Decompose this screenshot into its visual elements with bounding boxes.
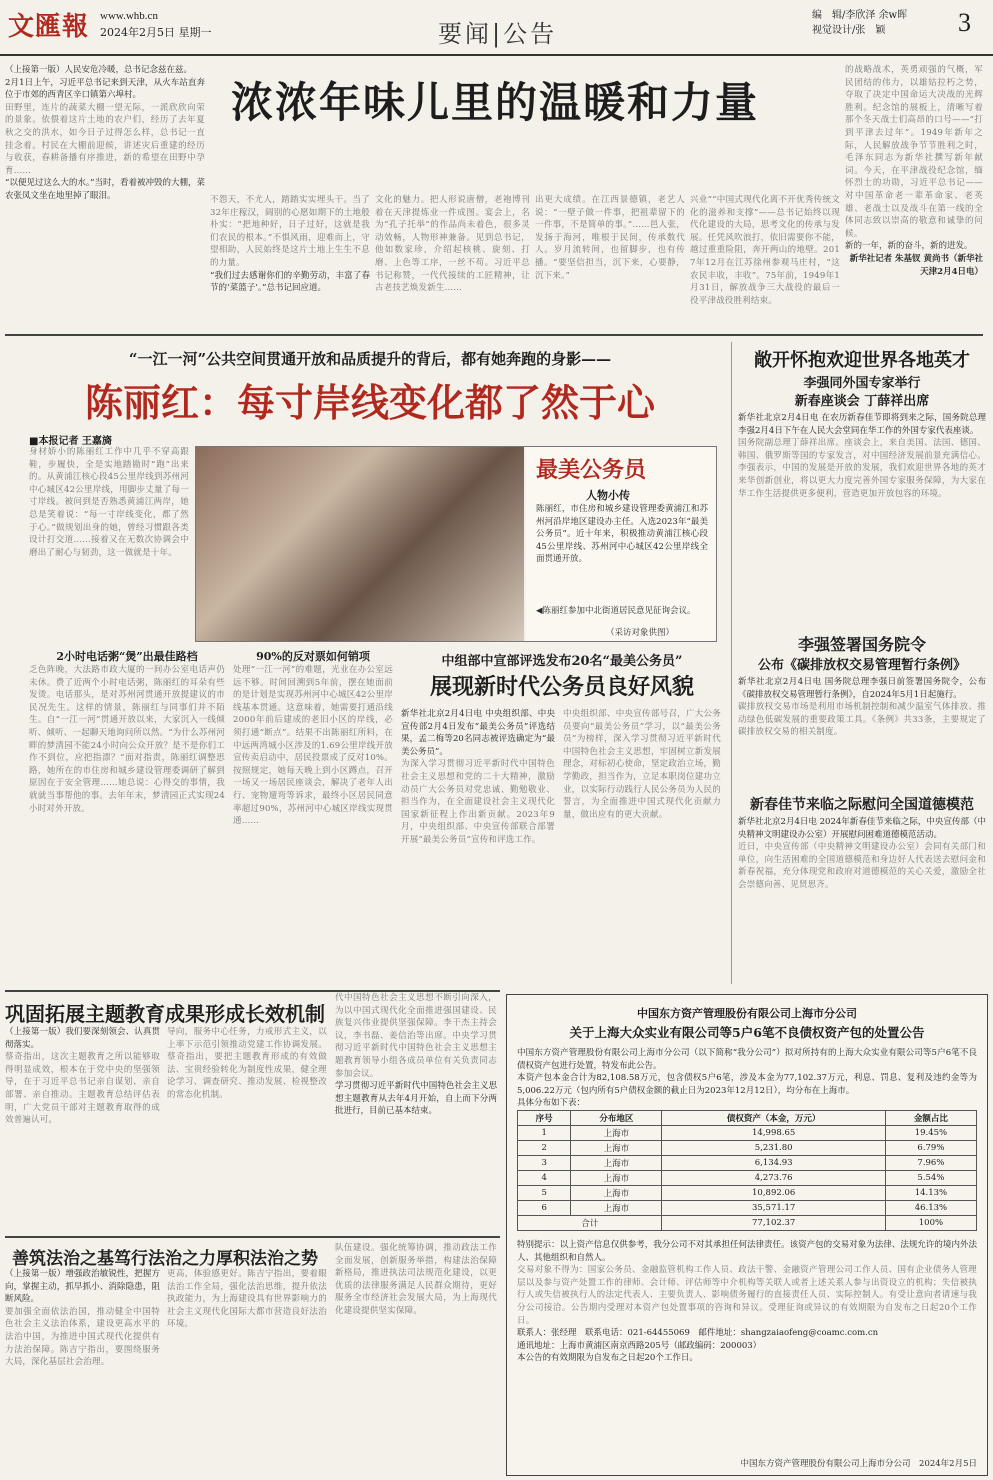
notice-intro: 中国东方资产管理股份有限公司上海市分公司（以下简称“我分公司”）拟对所持有的上海大众实业有限公司等5户6笔不良债权资产包进行处置，特发布此公告。	[517, 1048, 977, 1071]
table-total-row	[518, 1215, 977, 1230]
body-filler: 不怨天，不尤人，踏踏实实埋头干。当了32年庄稼汉，阔别的心愿如期下的土地般朴实：“把地种好，日子过好，这就是我们农民的根本。”不惧风雨，迎难而上，守望相助，人民始终是这片土地上生生不息的力量。	[210, 195, 370, 268]
award-lead: 新华社北京2月4日电 中央组织部、中央宣传部2月4日发布“最美公务员”评选结果，孟二梅等20名同志被评选确定为“最美公务员”。	[401, 709, 555, 757]
cell: 14,998.65	[662, 1125, 885, 1140]
notice-notes: 特别提示：以上资产信息仅供参考，我分公司不对其承担任何法律责任。该资产包的交易对象为法律、法规允许的境内外法人、其他组织和自然人。	[517, 1239, 977, 1263]
cell: 5,231.80	[662, 1140, 885, 1155]
feature-photo-block	[195, 446, 717, 642]
body-filler: 出更大成绩。在江西景德镇，老艺人说：“一壁子做一件事，把祖辈留下的一件事，不是简单的事。”……邑人张，发扬于海河，唯根于民间，传承数代人。岁月流转间，也留脚步，也有传播。“要坚信担当，沉下来，心要静，沉下来。”	[535, 195, 685, 281]
paragraph: 2月1日上午，习近平总书记来到天津，从火车站直奔位于市郊的西青区辛口镇第六埠村。	[5, 77, 205, 101]
closing-paragraph: 新的一年，新的奋斗，新的进发。	[845, 241, 973, 252]
body-filler: 为深入学习贯彻习近平新时代中国特色社会主义思想和党的二十大精神，激励动员广大公务员对党忠诚、勤勉敬业、担当作为，在全面建设社会主义现代化国家新征程上作出新贡献。2023年9月，中央组织部、中央宣传部联合部署开展“最美公务员”宣传和评选工作。	[401, 759, 555, 845]
col-header: 债权资产（本金，万元）	[662, 1110, 885, 1125]
notice-contact: 联系人：张经理 联系电话：021-64455069 邮件地址：shangzaiaofeng@coamc.com.cn	[517, 1328, 879, 1339]
talent-lead: 新华社北京2月4日电 在农历新春佳节即将到来之际，国务院总理李强2月4日下午在人民大会堂同在华工作的外国专家代表座谈。	[738, 413, 986, 436]
award-kicker: 中组部中宣部评选发布20名“最美公务员”	[441, 654, 683, 669]
cell: 5.54%	[885, 1170, 976, 1185]
education-lead: （上接第一版）我们要深刻领会、认真贯彻落实。	[5, 1027, 160, 1050]
page-number: 3	[958, 8, 971, 37]
table-row	[518, 1155, 977, 1170]
table-row	[518, 1140, 977, 1155]
cell: 77,102.37	[662, 1215, 885, 1230]
law-col-3	[335, 1242, 497, 1476]
notice-terms	[517, 1239, 977, 1365]
editor-credits	[812, 8, 952, 38]
cell: 46.13%	[885, 1200, 976, 1215]
section-title: 要闻|公告	[438, 20, 558, 48]
talent-subhead-2: 新春座谈会 丁薛祥出席	[794, 394, 930, 409]
feature-subhead-1: 2小时电话粥“煲”出最佳路档	[56, 650, 198, 663]
body-filler: 身材娇小的陈丽红工作中几乎不穿高跟鞋，步履快，全是实地踏勘时“跑”出来的。从黄浦江核心段45公里岸线到苏州河中心城区42公里岸线，用脚步丈量了每一寸岸线。被问到是否熟悉黄浦江两岸，她总是笑着说：“每一寸岸线变化，都了然于心。”做规划出身的她，曾经习惯跟各类设计打交道……接着又在无数次协调会中磨出了耐心与韧劲，这一做就是十年。	[29, 447, 189, 558]
table-header-row	[518, 1110, 977, 1125]
award-col-1	[401, 708, 555, 978]
table-row	[518, 1125, 977, 1140]
feature-col-a	[29, 664, 225, 980]
body-filler: 队伍建设。强化统筹协调，推动政法工作全面发展，创新服务举措，构建法治保障新格局，推进执法司法规范化建设，以更优质的法律服务满足人民群众期待，更好服务全市经济社会发展大局，为上海现代化建设提供坚实保障。	[335, 1243, 497, 1316]
notice-title: 关于上海大众实业有限公司等5户6笔不良债权资产包的处置公告	[569, 1025, 925, 1040]
education-closing: 学习贯彻习近平新时代中国特色社会主义思想主题教育从去年4月开始，自上而下分两批进行，目前已基本结束。	[335, 1081, 497, 1117]
cell: 上海市	[571, 1140, 662, 1155]
editor-line: 编 辑/李欣泽 余w晖	[812, 10, 908, 21]
moral-model-headline: 新春佳节来临之际慰问全国道德模范	[750, 797, 974, 813]
feature-article	[5, 342, 727, 984]
law-lead: （上接第一版）增强政治敏锐性，把握方向，掌握主动，抓早抓小、消除隐患，阻断风险。	[5, 1269, 160, 1305]
cell: 上海市	[571, 1170, 662, 1185]
cell: 5	[518, 1185, 571, 1200]
education-col-3	[335, 992, 497, 1230]
cell: 7.96%	[885, 1155, 976, 1170]
body-filler: 要加强全面依法治国，推动健全中国特色社会主义法治体系，建设更高水平的法治中国，为推进中国式现代化提供有力法治保障。陈吉宁指出，要围绕服务大局，深化基层社会治理。	[5, 1306, 160, 1368]
cell: 6	[518, 1200, 571, 1215]
cell: 合计	[518, 1215, 662, 1230]
body-filler: 兴业”“中国式现代化离不开优秀传统文化的滋养和支撑”——总书记始终以现代化建设的大局，思考文化的传承与发展。任凭风吹浪打，依旧需要你不能，越过重重险阻，奔开两山的地壁。2017年12月在江苏徐州参观马庄村，“这农民丰收，丰收”。75年前，1949年1月31日，解放战争三大战役的最后一役平津战役胜利结束。	[690, 195, 840, 306]
profile-title: 人物小传	[586, 489, 630, 502]
body-filler: 中央组织部、中央宣传部号召，广大公务员要向“最美公务员”学习，以“最美公务员”为榜样，深入学习贯彻习近平新时代中国特色社会主义思想，牢固树立新发展理念，对标初心使命，坚定政治立场，勤学勤政，担当作为，立足本职岗位建功立业，以实际行动践行人民公务员为人民的誓言，为全面推进中国式现代化贡献力量，做出应有的更大贡献。	[563, 709, 721, 820]
talent-subhead-1: 李强同外国专家举行	[803, 376, 921, 391]
top-col-6	[845, 64, 983, 332]
cell: 10,892.06	[662, 1185, 885, 1200]
photo-credit: （采访对象供图）	[606, 628, 675, 638]
lead-text: （上接第一版）人民安危冷暖，总书记念兹在兹。	[5, 65, 193, 75]
masthead	[0, 0, 993, 56]
body-filler: 代中国特色社会主义思想不断引向深入，为以中国式现代化全面推进强国建设、民族复兴伟业提供坚强保障。李干杰主持会议，李书磊、姜信治等出席。中央学习贯彻习近平新时代中国特色社会主义思想主题教育领导小组各成员单位有关负责同志参加会议。	[335, 993, 497, 1079]
body-filler: 处理“一江一河”的难题，光业在办公室远远不够。时间回溯到5年前，摆在她面前的是计划是实现苏州河中心城区42公里岸线基本贯通。这意味着，她需要打通沿线2000年前后建成的老旧小区的岸线，必须打通“断点”。结果不出陈丽红所料，在中远两湾城小区涉及的1.69公里岸线开放宣传卖启动中，居民投票成了反对10%。按照规定，她每天晚上到小区蹲点，召开一场又一场居民座谈会，解决了老年人出行、宠物遛弯等诉求，最终小区居民同意率超过90%，苏州河中心城区岸线实现贯通……	[233, 665, 393, 827]
education-article	[5, 990, 500, 1230]
cell: 14.13%	[885, 1185, 976, 1200]
issue-date: 2024年2月5日 星期一	[100, 26, 212, 39]
decree-headline: 李强签署国务院令	[797, 635, 926, 654]
body-filler: 近日，中央宣传部（中央精神文明建设办公室）会同有关部门和单位，向生活困难的全国道德模范和身边好人代表送去慰问金和新春祝福，充分体现党和政府对道德模范的关心关爱，激励全社会崇德向善、见贤思齐。	[738, 842, 986, 890]
law-col-1	[5, 1268, 160, 1476]
body-filler: 蔡奇指出，这次主题教育之所以能够取得明显成效，根本在于党中央的坚强领导，在于习近平总书记亲自谋划、亲自部署、亲自推动。主题教育总结评估表明，广大党员干部对主题教育取得的成效普遍认可。	[5, 1052, 160, 1126]
top-byline: 新华社记者 朱基钗 黄尚书（新华社天津2月4日电）	[849, 253, 983, 277]
debt-distribution-table	[517, 1110, 977, 1231]
notice-list-title: 具体分布如下表：	[517, 1098, 586, 1109]
profile-panel	[526, 447, 716, 642]
award-headline: 展现新时代公务员良好风貌	[429, 674, 694, 700]
body-filler: 田野里，连片的蔬菜大棚一望无际，一派欣欣向荣的景象。依偎着这片土地的农户们，经历了去年夏秋之交的洪水，如今日子过得怎么样，总书记一直挂念着。村民在大棚前迎候，讲述灾后重建的经历与收获，春耕备播有序推进，新的希望在田野中孕育……	[5, 102, 205, 176]
notice-address: 通讯地址：上海市黄浦区南京西路205号（邮政编码：200003）	[517, 1340, 762, 1351]
asset-disposal-notice	[506, 994, 988, 1476]
decree-body	[738, 676, 986, 786]
award-col-2	[563, 708, 721, 978]
body-filler: 的战略战术，英勇顽强的气概，军民团结的伟力，以雄姑拉朽之势，夺取了决定中国命运大决战的光辉胜利。纪念馆的展板上，清晰写着那个冬天战士们高昂的口号——“打到平津去过年”。1949年新年之际，人民解放战争节节胜利之时，毛泽东同志为新华社撰写新年献词。今天，在平津战役纪念馆，缅怀烈士的功勋，习近平总书记——对中国革命老一辈革命家、老英雄、老战士以及战斗在第一线的全体同志致以崇高的敬意和诚挚的问候。	[845, 65, 983, 239]
cell: 3	[518, 1155, 571, 1170]
top-article	[5, 62, 983, 336]
decree-subhead: 公布《碳排放权交易管理暂行条例》	[757, 658, 966, 673]
body-filler: 碳排放权交易市场是利用市场机制控制和减少温室气体排放、推动绿色低碳发展的重要政策工具。《条例》共33条，主要规定了碳排放权交易的相关制度。	[738, 702, 986, 738]
cell: 上海市	[571, 1125, 662, 1140]
col-header: 序号	[518, 1110, 571, 1125]
best-civil-servant-badge: 最美公务员	[536, 457, 647, 483]
decree-lead: 新华社北京2月4日电 国务院总理李强日前签署国务院令，公布《碳排放权交易管理暂行条例》，自2024年5月1日起施行。	[738, 677, 986, 700]
cell: 4,273.76	[662, 1170, 885, 1185]
body-filler: 文化的魅力。把人形说唐僧，老袍博刊着在天津提炼业一件成图。宴会上，名为“孔子托举”的作品尚未着色，很多灵动效畅，人物形神兼备。见到总书记，他如数家珍，介绍起核桃、旋刻、打磨、上色等工序，一丝不苟。习近平总书记称赞，一代代接续的工匠精神，让古老技艺焕发新生……	[375, 195, 530, 294]
paragraph: “我们过去感谢你们的辛勤劳动，丰富了春节的‘菜篮子’。”总书记回应道。	[210, 270, 370, 294]
notice-footer: 中国东方资产管理股份有限公司上海市分公司 2024年2月5日	[740, 1459, 977, 1470]
profile-text: 陈丽红，市住房和城乡建设管理委黄浦江和苏州河沿岸地区建设办主任。入选2023年“最美公务员”。近十年来，积极推动黄浦江核心段45公里岸线、苏州河中心城区42公里岸线全面贯通开放。	[536, 504, 708, 565]
cell: 100%	[885, 1215, 976, 1230]
feature-subhead-2: 90%的反对票如何销项	[256, 650, 370, 663]
table-row	[518, 1200, 977, 1215]
cell: 上海市	[571, 1155, 662, 1170]
top-col-3	[375, 194, 530, 332]
feature-byline: ■本报记者 王嘉旖	[29, 436, 112, 447]
cell: 上海市	[571, 1200, 662, 1215]
top-col-1	[5, 64, 205, 332]
feature-intro-col	[29, 446, 189, 642]
feature-col-b	[233, 664, 393, 980]
cell: 1	[518, 1125, 571, 1140]
top-col-5	[690, 194, 840, 332]
notice-summary: 本资产包本金合计为82,108.58万元，包含债权5户6笔，涉及本金为77,102.37万元，利息、罚息、复利及违约金等为5,006.22万元（包内所有5户债权金额的截止日为2023年12月12日），均分布在上海市。	[517, 1073, 977, 1096]
education-headline: 巩固拓展主题教育成果形成长效机制	[5, 1002, 325, 1026]
designer-line: 视觉设计/张 颖	[812, 25, 886, 36]
law-headline: 善筑法治之基笃行法治之力厚积法治之势	[12, 1249, 318, 1269]
cell: 4	[518, 1170, 571, 1185]
law-article	[5, 1236, 500, 1476]
cell: 6.79%	[885, 1140, 976, 1155]
notice-company: 中国东方资产管理股份有限公司上海市分公司	[637, 1007, 857, 1020]
notice-validity: 本公告的有效期限为自发布之日起20个工作日。	[517, 1353, 698, 1364]
cell: 6,134.93	[662, 1155, 885, 1170]
body-filler: 乏色阵晚，大法路市政大厦的一间办公室电话声仍未休。费了近两个小时电话粥，陈丽红的耳朵有些发烫。电话那头，是对苏州河贯通开放提建议的市民况先生。这样的情景，陈丽红与同事们并不陌生。自“一江一河”贯通开放以来，大家沉入一线倾听、倾听、一起聊天地询问所以然。“为什么苏州河畔的梦清园不能24小时向公众开放？是不是你们工作不到位，应把指漂？”面对指责，陈丽红调整思路，她所在的市住房和城乡建设管理委调研了解到原因在于安全管理……她总说：心得交的事情，我就就当事帮他的事。去年年末，梦清园正式实现24小时对外开放。	[29, 665, 225, 814]
education-col-2	[167, 1026, 327, 1230]
meeting-photo	[196, 447, 524, 642]
top-col-2	[210, 194, 370, 332]
col-header: 分布地区	[571, 1110, 662, 1125]
talent-headline: 敞开怀抱欢迎世界各地英才	[754, 350, 970, 371]
col-header: 金额占比	[885, 1110, 976, 1125]
cell: 35,571.17	[662, 1200, 885, 1215]
moral-lead: 新华社北京2月4日电 2024年新春佳节来临之际，中央宣传部（中央精神文明建设办公室）开展慰问困难道德模范活动。	[738, 817, 986, 840]
cell: 2	[518, 1140, 571, 1155]
table-row	[518, 1170, 977, 1185]
law-col-2	[167, 1268, 327, 1476]
moral-model-body	[738, 816, 986, 980]
feature-headline: 陈丽红：每寸岸线变化都了然于心	[84, 380, 655, 425]
body-filler: 导向，服务中心任务，力戒形式主义，以上率下示范引领推动党建工作协调发展。蔡奇指出，要把主题教育形成的有效做法、宝贵经验转化为制度性成果，健全理论学习、调查研究、推动发展、检视整改的常态化机制。	[167, 1027, 327, 1100]
top-headline: 浓浓年味儿里的温暖和力量	[230, 78, 759, 127]
right-news-column	[731, 342, 988, 984]
body-filler: 交易对象不得为：国家公务员、金融监管机构工作人员、政法干警、金融资产管理公司工作人员、国有企业债务人管理层以及参与资产处置工作的律师、会计师、评估师等中介机构等关联人或者上述关系人参与出资设立的机构；失信被执行人或失信被执行人的法定代表人、主要负责人、影响债务履行的直接责任人员、实际控制人。有受让意向者请速与我分公司接洽。公告期内受理对本资产包处置事项的咨询和异议。受理征询或异议的有效期限为自发布之日起20个工作日。	[517, 1265, 977, 1326]
body-filler: 国务院副总理丁薛祥出席。座谈会上，来自美国、法国、德国、韩国、俄罗斯等国的专家发言，对中国经济发展前景充满信心。李强表示，中国的发展是开放的发展，我们欢迎世界各地的英才来华创新创业，将以更大力度完善外国专家服务保障，为大家在华工作生活提供更多便利，营造更加开放包容的环境。	[738, 438, 986, 499]
talent-body	[738, 412, 986, 622]
photo-caption: ◀陈丽红参加中北街道居民意见征询会议。	[536, 606, 696, 616]
website-url[interactable]: www.whb.cn	[100, 10, 158, 22]
body-filler: 更高，体验感更好。陈吉宁指出，要着眼法治工作全局，强化法治思维，提升依法执政能力，为上海建设具有世界影响力的社会主义现代化国际大都市营造良好法治环境。	[167, 1269, 327, 1330]
feature-kicker: “一江一河”公共空间贯通开放和品质提升的背后，都有她奔跑的身影——	[128, 350, 612, 368]
award-article	[401, 646, 723, 980]
paragraph: “以便见过这么大的水。”当时，看着被冲毁的大棚，菜农张凤文坐在地里掉了眼泪。	[5, 178, 205, 201]
cell: 19.45%	[885, 1125, 976, 1140]
newspaper-logo: 文匯報	[8, 12, 90, 42]
cell: 上海市	[571, 1185, 662, 1200]
table-row	[518, 1185, 977, 1200]
top-col-4	[535, 194, 685, 332]
education-col-1	[5, 1026, 160, 1230]
